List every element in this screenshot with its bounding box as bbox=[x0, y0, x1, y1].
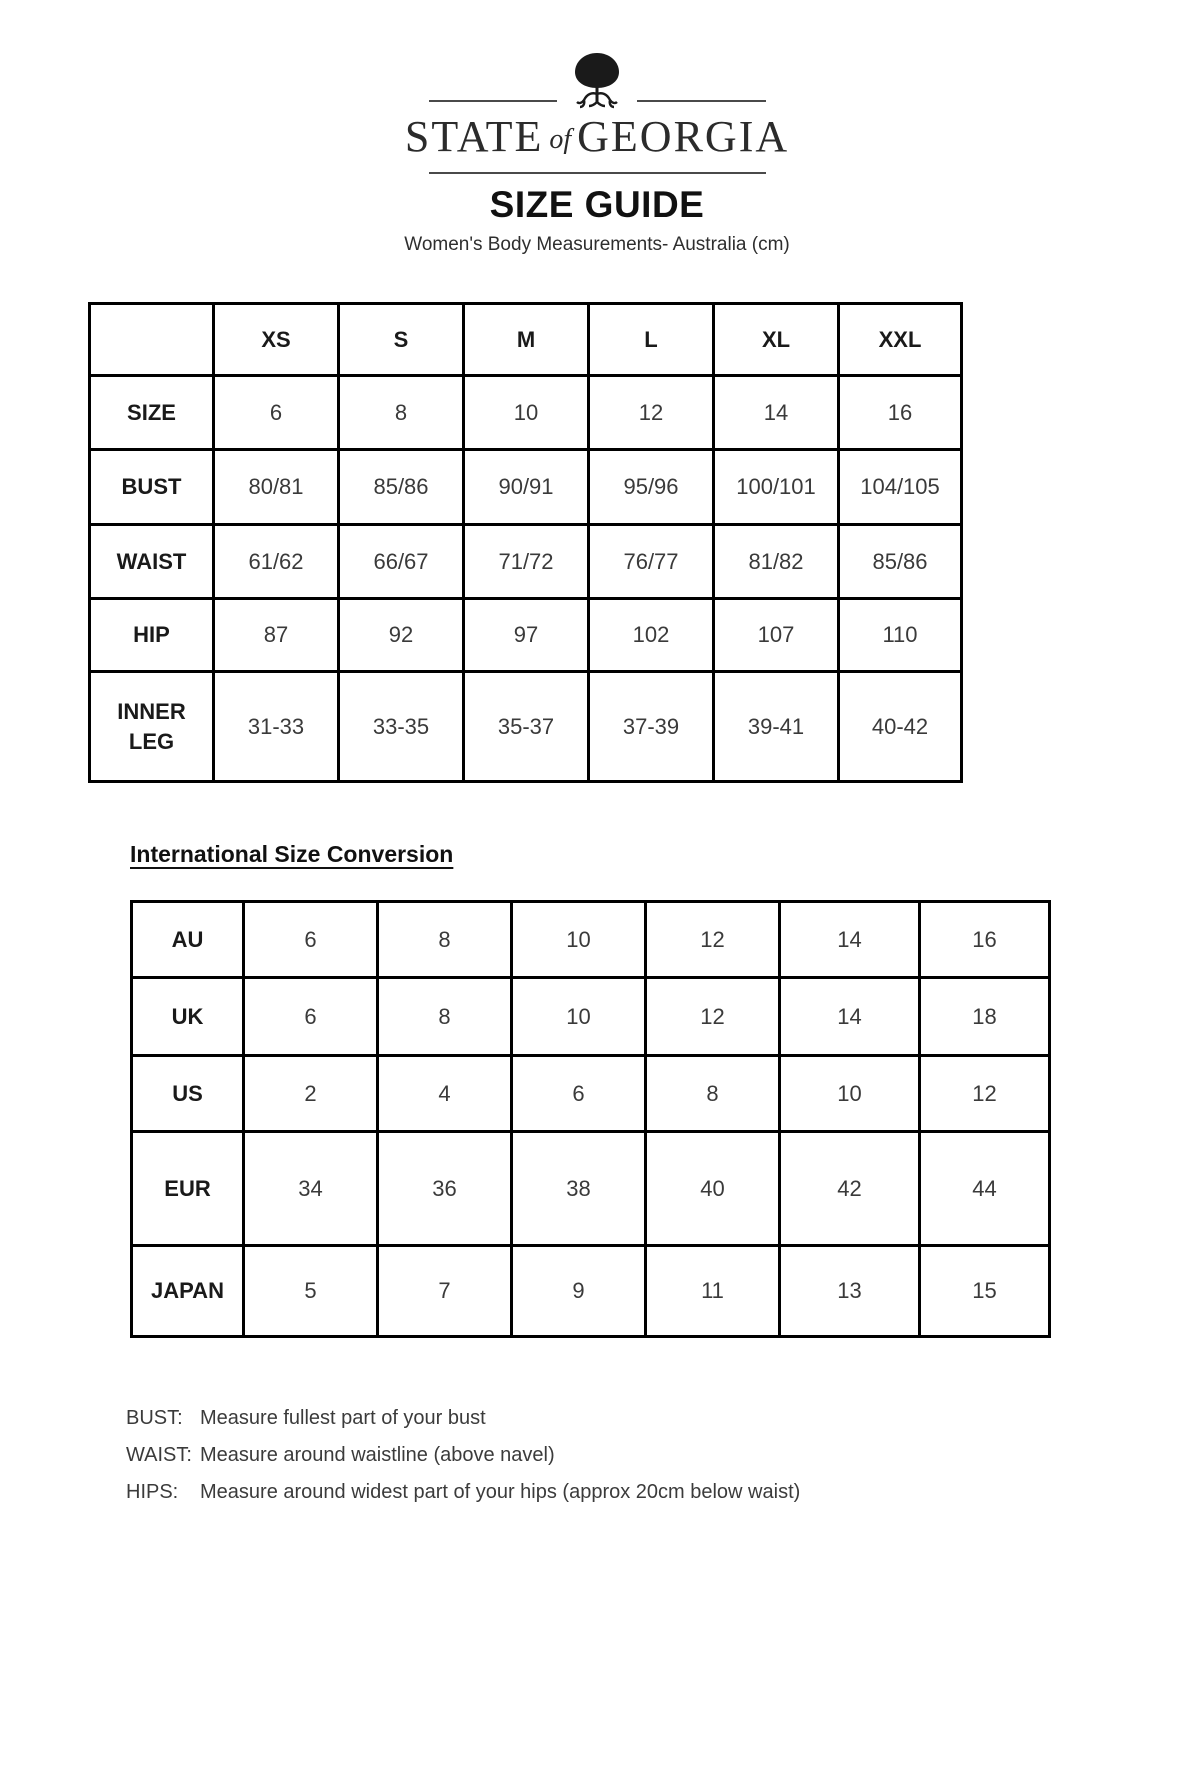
row-label: WAIST bbox=[90, 525, 214, 599]
table-cell: 85/86 bbox=[839, 525, 962, 599]
table-row bbox=[132, 1132, 1050, 1246]
table-cell: 39-41 bbox=[714, 672, 839, 782]
row-label: AU bbox=[132, 902, 244, 978]
table-cell: 40 bbox=[646, 1132, 780, 1246]
table-cell: 12 bbox=[920, 1056, 1050, 1132]
table-cell: 16 bbox=[839, 376, 962, 450]
table-cell: 5 bbox=[244, 1246, 378, 1337]
table-cell: XL bbox=[714, 304, 839, 376]
table-cell: XS bbox=[214, 304, 339, 376]
table-cell: 36 bbox=[378, 1132, 512, 1246]
table-cell: 40-42 bbox=[839, 672, 962, 782]
table-cell: 10 bbox=[780, 1056, 920, 1132]
table-cell: 66/67 bbox=[339, 525, 464, 599]
table-cell: 102 bbox=[589, 599, 714, 672]
table-cell: 90/91 bbox=[464, 450, 589, 525]
note-text: Measure fullest part of your bust bbox=[200, 1407, 486, 1429]
table-cell: M bbox=[464, 304, 589, 376]
row-label: SIZE bbox=[90, 376, 214, 450]
table-cell: 110 bbox=[839, 599, 962, 672]
conversion-table-section bbox=[130, 900, 1194, 1338]
table-cell: 13 bbox=[780, 1246, 920, 1337]
table-cell: 14 bbox=[780, 978, 920, 1056]
table-cell: 15 bbox=[920, 1246, 1050, 1337]
brand-mark bbox=[429, 52, 766, 110]
brand-name-right: GEORGIA bbox=[577, 112, 790, 161]
table-cell: 2 bbox=[244, 1056, 378, 1132]
table-cell: 97 bbox=[464, 599, 589, 672]
table-cell: 12 bbox=[589, 376, 714, 450]
note-hips bbox=[126, 1474, 1194, 1511]
row-label: HIP bbox=[90, 599, 214, 672]
table-row bbox=[90, 450, 962, 525]
table-cell: 38 bbox=[512, 1132, 646, 1246]
table-cell: 35-37 bbox=[464, 672, 589, 782]
table-cell: 33-35 bbox=[339, 672, 464, 782]
page-title: SIZE GUIDE bbox=[489, 184, 705, 225]
page-header bbox=[0, 0, 1194, 256]
table-cell: 95/96 bbox=[589, 450, 714, 525]
table-row bbox=[90, 304, 962, 376]
table-cell: 11 bbox=[646, 1246, 780, 1337]
table-cell: 85/86 bbox=[339, 450, 464, 525]
page-subtitle: Women's Body Measurements- Australia (cm) bbox=[404, 234, 790, 255]
table-cell: 4 bbox=[378, 1056, 512, 1132]
measurement-table bbox=[88, 302, 963, 783]
table-cell: 61/62 bbox=[214, 525, 339, 599]
row-label: BUST bbox=[90, 450, 214, 525]
brand-rule-bottom bbox=[429, 172, 766, 174]
table-row bbox=[90, 672, 962, 782]
table-cell: 80/81 bbox=[214, 450, 339, 525]
row-label: INNER LEG bbox=[90, 672, 214, 782]
tree-icon bbox=[557, 52, 637, 109]
row-label: UK bbox=[132, 978, 244, 1056]
table-cell: 100/101 bbox=[714, 450, 839, 525]
table-cell: 87 bbox=[214, 599, 339, 672]
table-cell: 31-33 bbox=[214, 672, 339, 782]
table-row bbox=[132, 1056, 1050, 1132]
table-cell: 42 bbox=[780, 1132, 920, 1246]
table-row bbox=[132, 902, 1050, 978]
table-cell bbox=[90, 304, 214, 376]
note-text: Measure around widest part of your hips (approx 20cm below waist) bbox=[200, 1481, 801, 1503]
table-cell: 6 bbox=[512, 1056, 646, 1132]
table-row bbox=[132, 1246, 1050, 1337]
table-cell: 104/105 bbox=[839, 450, 962, 525]
brand-name bbox=[0, 112, 1194, 168]
table-cell: S bbox=[339, 304, 464, 376]
table-cell: 81/82 bbox=[714, 525, 839, 599]
table-cell: 8 bbox=[378, 978, 512, 1056]
table-cell: 7 bbox=[378, 1246, 512, 1337]
note-label: WAIST: bbox=[126, 1444, 192, 1466]
table-cell: 14 bbox=[780, 902, 920, 978]
table-row bbox=[90, 376, 962, 450]
brand-name-of: of bbox=[549, 124, 572, 155]
table-cell: 6 bbox=[244, 978, 378, 1056]
table-cell: 10 bbox=[512, 902, 646, 978]
table-cell: 71/72 bbox=[464, 525, 589, 599]
table-cell: 44 bbox=[920, 1132, 1050, 1246]
conversion-heading: International Size Conversion bbox=[130, 841, 454, 867]
table-cell: 8 bbox=[378, 902, 512, 978]
table-cell: 12 bbox=[646, 978, 780, 1056]
table-row bbox=[90, 599, 962, 672]
table-cell: 18 bbox=[920, 978, 1050, 1056]
measurement-notes bbox=[126, 1400, 1194, 1511]
table-cell: 8 bbox=[339, 376, 464, 450]
conversion-table bbox=[130, 900, 1051, 1338]
table-cell: XXL bbox=[839, 304, 962, 376]
table-cell: 6 bbox=[244, 902, 378, 978]
note-label: BUST: bbox=[126, 1407, 183, 1429]
row-label: JAPAN bbox=[132, 1246, 244, 1337]
row-label: US bbox=[132, 1056, 244, 1132]
table-cell: 8 bbox=[646, 1056, 780, 1132]
row-label: EUR bbox=[132, 1132, 244, 1246]
table-cell: 10 bbox=[464, 376, 589, 450]
note-bust bbox=[126, 1400, 1194, 1437]
note-waist bbox=[126, 1437, 1194, 1474]
table-cell: 37-39 bbox=[589, 672, 714, 782]
table-cell: 76/77 bbox=[589, 525, 714, 599]
table-cell: 16 bbox=[920, 902, 1050, 978]
table-cell: 14 bbox=[714, 376, 839, 450]
brand-name-left: STATE bbox=[404, 112, 544, 161]
table-cell: 6 bbox=[214, 376, 339, 450]
note-label: HIPS: bbox=[126, 1481, 179, 1503]
measurement-table-section bbox=[88, 302, 1194, 783]
table-cell: 9 bbox=[512, 1246, 646, 1337]
table-cell: 92 bbox=[339, 599, 464, 672]
table-row bbox=[132, 978, 1050, 1056]
table-cell: 12 bbox=[646, 902, 780, 978]
table-cell: 107 bbox=[714, 599, 839, 672]
note-text: Measure around waistline (above navel) bbox=[200, 1444, 555, 1466]
table-cell: 34 bbox=[244, 1132, 378, 1246]
table-row bbox=[90, 525, 962, 599]
table-cell: L bbox=[589, 304, 714, 376]
table-cell: 10 bbox=[512, 978, 646, 1056]
